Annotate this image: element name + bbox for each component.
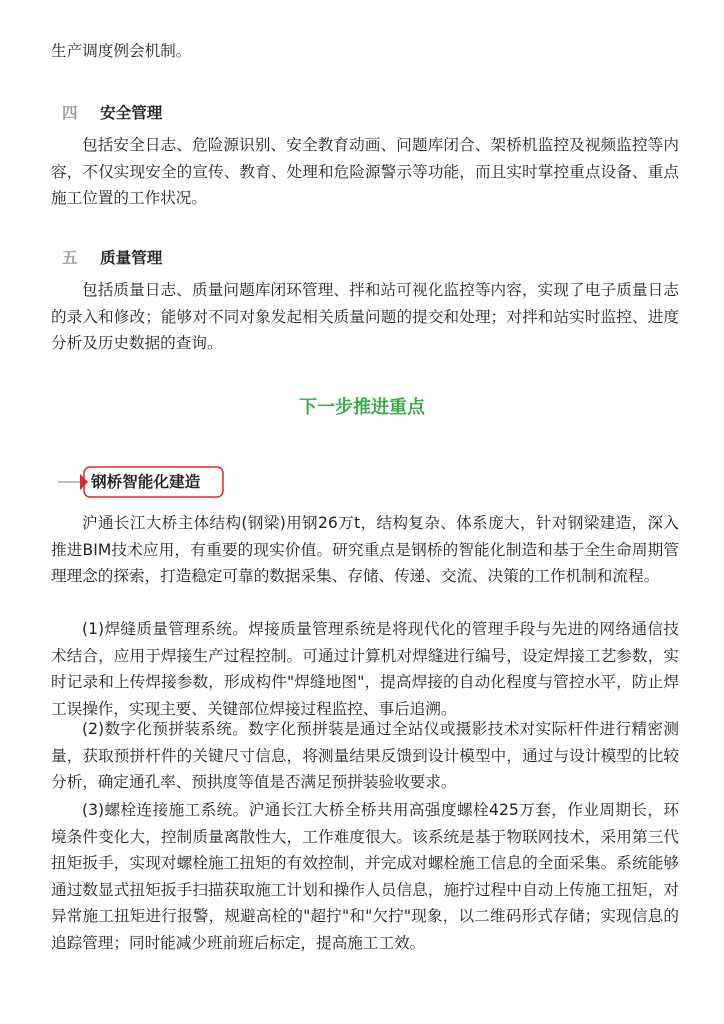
section-safety-body: 包括安全日志、危险源识别、安全教育动画、问题库闭合、架桥机监控及视频监控等内容，不仅实现安全的宣传、教育、处理和危险源警示等功能，而且实时掌控重点设备、重点施工位置的工作状况。 — [51, 136, 679, 208]
paragraph-weld-system: (1)焊缝质量管理系统。焊接质量管理系统是将现代化的管理手段与先进的网络通信技术结合，应用于焊接生产过程控制。可通过计算机对焊缝进行编号，设定焊接工艺参数，实时记录和上传焊接参数，形成构件"焊缝地图"，提高焊接的自动化程度与管控水平，防止焊工误操作，实现主要、关键部位焊接过程监控、事后追溯。 — [51, 620, 679, 718]
subsection-title: 钢桥智能化建造 — [91, 473, 201, 491]
section-title: 质量管理 — [100, 249, 163, 267]
section-title: 安全管理 — [100, 104, 163, 122]
top-line-text: 生产调度例会机制。 — [51, 42, 192, 60]
section-number: 五 — [62, 249, 78, 267]
subsection-heading-badge — [58, 464, 228, 500]
paragraph-intro: 沪通长江大桥主体结构(钢梁)用钢26万t，结构复杂、体系庞大，针对钢梁建造，深入推进BIM技术应用，有重要的现实价值。研究重点是钢桥的智能化制造和基于全生命周期管理理念的探索，打造稳定可靠的数据采集、存储、传递、交流、决策的工作机制和流程。 — [51, 514, 679, 586]
paragraph-preassembly-system: (2)数字化预拼装系统。数字化预拼装是通过全站仪或摄影技术对实际杆件进行精密测量，获取预拼杆件的关键尺寸信息，将测量结果反馈到设计模型中，通过与设计模型的比较分析，确定通孔率、预拱度等值是否满足预拼装验收要求。 — [51, 720, 679, 792]
section-quality-heading — [62, 245, 162, 269]
section-quality-body: 包括质量日志、质量问题库闭环管理、拌和站可视化监控等内容，实现了电子质量日志的录入和修改；能够对不同对象发起相关质量问题的提交和处理；对拌和站实时监控、进度分析及历史数据的查询。 — [51, 281, 679, 353]
section-number: 四 — [62, 104, 78, 122]
next-steps-title: 下一步推进重点 — [299, 397, 425, 418]
section-safety-heading — [62, 100, 162, 124]
paragraph-bolt-system: (3)螺栓连接施工系统。沪通长江大桥全桥共用高强度螺栓425万套，作业周期长，环境条件变化大，控制质量离散性大，工作难度很大。该系统是基于物联网技术，采用第三代扭矩扳手，实现对螺栓施工扭矩的有效控制，并完成对螺栓施工信息的全面采集。系统能够通过数显式扭矩扳手扫描获取施工计划和操作人员信息，施拧过程中自动上传施工扭矩，对异常施工扭矩进行报警，规避高栓的"超拧"和"欠拧"现象，以二维码形式存储；实现信息的追踪管理；同时能减少班前班后标定，提高施工工效。 — [51, 801, 679, 952]
